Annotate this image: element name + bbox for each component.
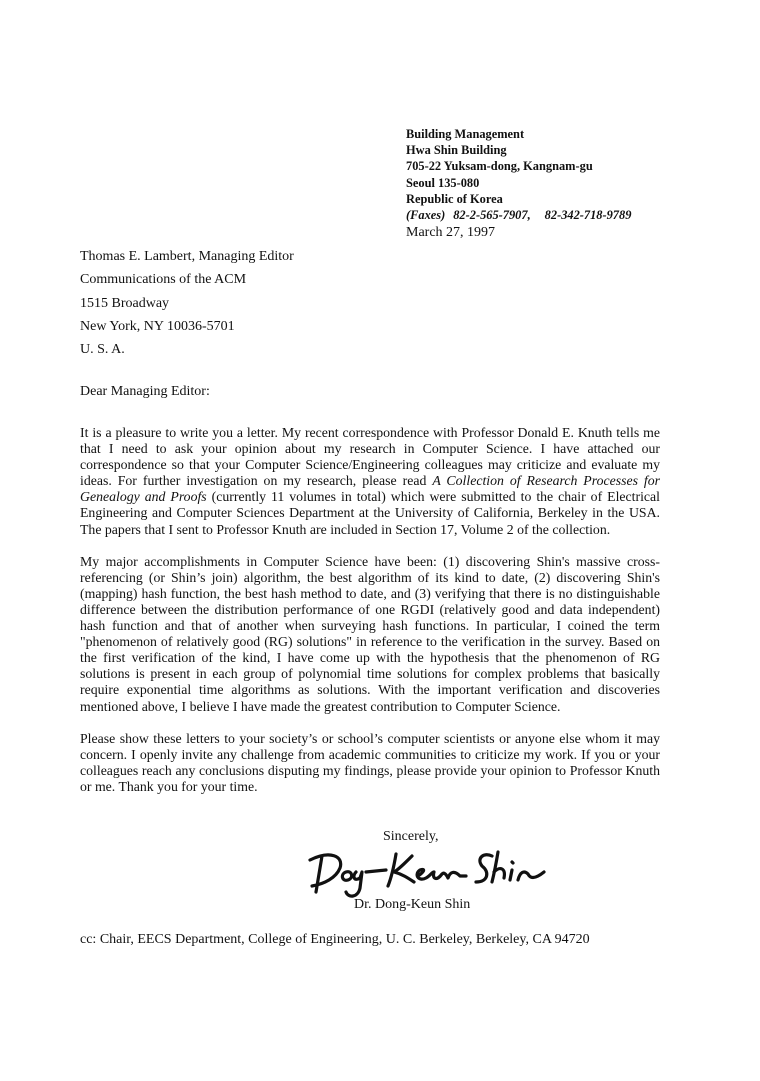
recipient-organization: Communications of the ACM <box>80 272 247 288</box>
sender-line-org: Building Management <box>406 127 525 141</box>
sender-fax-line <box>406 207 631 223</box>
fax-label: (Faxes) <box>406 208 446 223</box>
sender-line-building: Hwa Shin Building <box>406 143 507 158</box>
paragraph-1-text-b: (currently 11 volumes in total) which were submitted to the chair of Electrical Engineering and Computer Sciences Department at the University of California, Berkeley in the USA. The papers that I sent to Professor Knuth are included in Section 17, Volume 2 of the collection. <box>80 489 660 537</box>
recipient-street: 1515 Broadway <box>80 295 170 311</box>
sender-line-city: Seoul 135-080 <box>406 175 480 190</box>
closing: Sincerely, <box>383 829 439 844</box>
fax-number-1: 82-2-565-7907, <box>453 208 531 223</box>
paragraph-1-text-a: It is a pleasure to write you a letter. My recent correspondence with Professor Donald E. Knuth tells me that I need to ask your opinion about my research in Computer Science. I have attached our correspondence so that your Computer Science/Engineering colleagues may criticize and evaluate my ideas. For further investigation on my research, please read <box>80 425 660 489</box>
fax-number-2: 82-342-718-9789 <box>544 208 632 223</box>
carbon-copy-line: cc: Chair, EECS Department, College of Engineering, U. C. Berkeley, Berkeley, CA 94720 <box>80 932 590 947</box>
signer-name: Dr. Dong-Keun Shin <box>354 897 471 912</box>
body-paragraph-3: Please show these letters to your society’s or school’s computer scientists or anyone else whom it may concern. I openly invite any challenge from academic communities to criticize my work. If you or your colleagues reach any conclusions disputing my findings, please provide your opinion to Professor Knuth or me. Thank you for your time. <box>80 730 660 794</box>
sender-line-street: 705-22 Yuksam-dong, Kangnam-gu <box>406 159 593 174</box>
sender-address-block <box>406 126 631 223</box>
publication-title: A Collection of Research Processes for Genealogy and Proofs <box>80 473 660 505</box>
body-paragraph-1 <box>80 425 660 538</box>
recipient-name: Thomas E. Lambert, Managing Editor <box>80 249 294 264</box>
recipient-country: U. S. A. <box>80 342 125 358</box>
salutation: Dear Managing Editor: <box>80 384 210 399</box>
letter-date: March 27, 1997 <box>406 225 496 240</box>
recipient-city: New York, NY 10036-5701 <box>80 318 235 334</box>
body-paragraph-2: My major accomplishments in Computer Science have been: (1) discovering Shin's massive cross-referencing (or Shin’s join) algorithm, the best algorithm of its kind to date, (2) discovering Shin's (mapping) hash function, the best hash method to date, and (3) verifying that there is no distinguishable difference between the distribution performance of one RGDI (relatively good and data independent) hash function and that of another when surveying hash functions. In particular, I coined the term "phenomenon of relatively good (RG) solutions" in reference to the verification in the survey. Based on the first verification of the kind, I have come up with the hypothesis that the phenomenon of RG solutions is present in each group of polynomial time solutions for complex problems that basically require exponential time algorithms as solutions. With the important verification and discoveries mentioned above, I believe I have made the greatest contribution to Computer Science. <box>80 553 660 714</box>
letter-body <box>80 425 660 811</box>
recipient-address-block <box>80 245 294 361</box>
sender-line-country: Republic of Korea <box>406 191 503 206</box>
handwritten-signature <box>300 842 560 900</box>
